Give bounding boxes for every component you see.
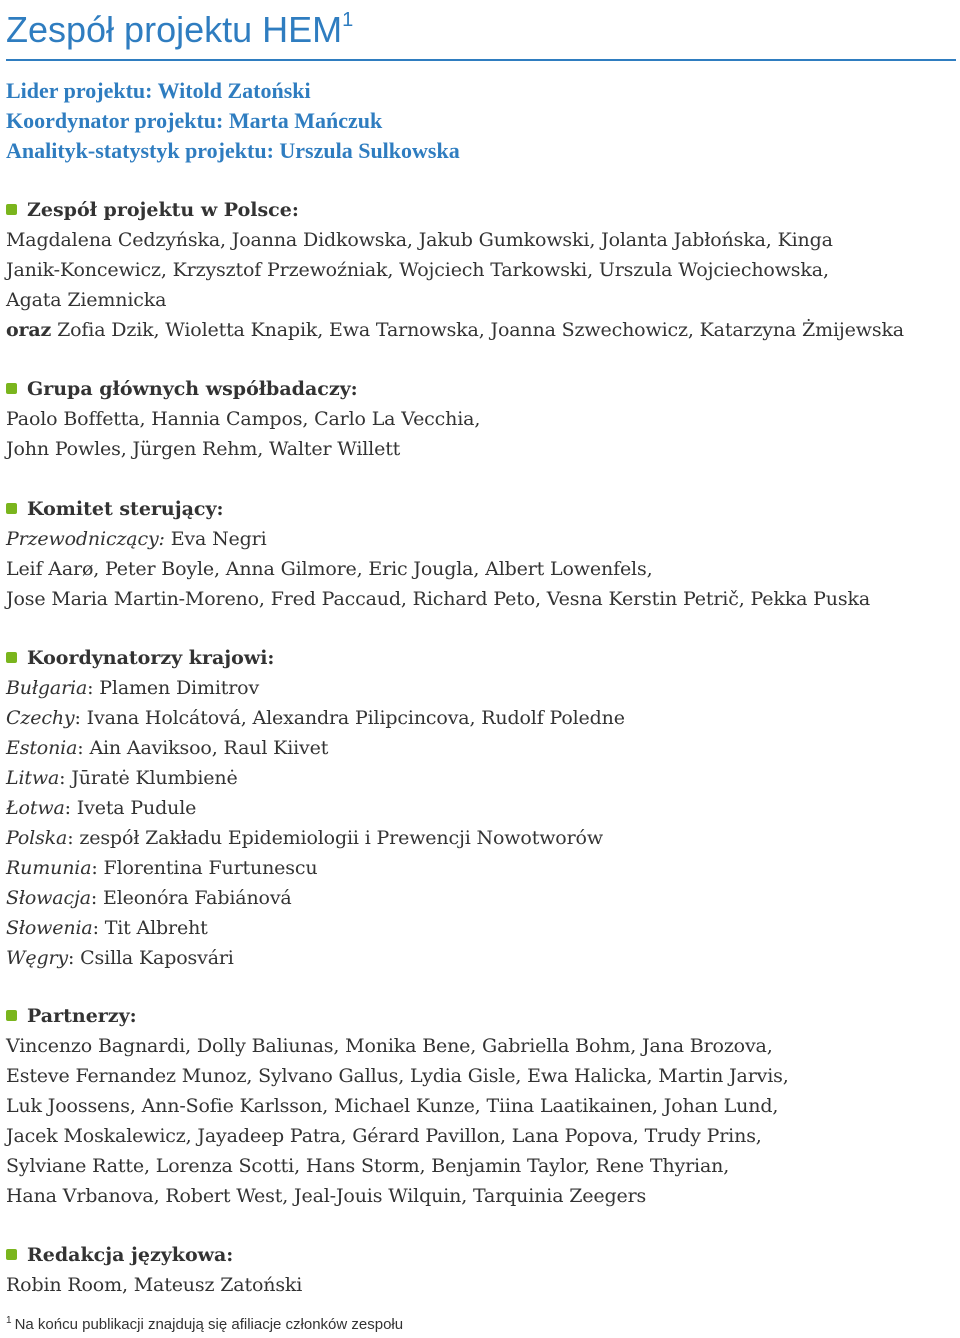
country-name: Węgry — [6, 947, 69, 969]
footnote-mark: 1 — [6, 1315, 12, 1326]
section-heading-text: Koordynatorzy krajowi: — [27, 647, 275, 669]
text-line: Leif Aarø, Peter Boyle, Anna Gilmore, Eric Jougla, Albert Lowenfels, — [6, 558, 653, 580]
text-line: Robin Room, Mateusz Zatoński — [6, 1274, 303, 1296]
country-name: Litwa — [6, 767, 60, 789]
bullet-icon — [6, 652, 17, 663]
section-heading — [6, 1240, 302, 1270]
text-line: John Powles, Jürgen Rehm, Walter Willett — [6, 438, 401, 460]
also-label: oraz — [6, 319, 52, 341]
text-line: Sylviane Ratte, Lorenza Scotti, Hans Storm, Benjamin Taylor, Rene Thyrian, — [6, 1155, 730, 1177]
coordinator-names: : Florentina Furtunescu — [91, 857, 318, 879]
coordinator-names: : zespół Zakładu Epidemiologii i Prewencji Nowotworów — [67, 827, 603, 849]
leader-line: Lider projektu: Witold Zatoński — [6, 78, 311, 103]
section-heading — [6, 374, 480, 404]
country-name: Bułgaria — [6, 677, 88, 699]
country-line — [6, 703, 625, 733]
text-line: Janik-Koncewicz, Krzysztof Przewoźniak, Wojciech Tarkowski, Urszula Wojciechowska, — [6, 259, 829, 281]
coordinator-line: Koordynator projektu: Marta Mańczuk — [6, 108, 383, 133]
section-heading-text: Redakcja językowa: — [27, 1244, 234, 1266]
section-language-editing — [6, 1240, 302, 1300]
text-line: Luk Joossens, Ann-Sofie Karlsson, Michael Kunze, Tiina Laatikainen, Johan Lund, — [6, 1095, 779, 1117]
country-name: Słowacja — [6, 887, 91, 909]
country-name: Estonia — [6, 737, 78, 759]
bullet-icon — [6, 383, 17, 394]
title-divider — [6, 59, 956, 61]
page-title — [6, 0, 353, 50]
text-line — [6, 315, 904, 345]
text-line: Jacek Moskalewicz, Jayadeep Patra, Gérard Pavillon, Lana Popova, Trudy Prins, — [6, 1125, 762, 1147]
country-name: Łotwa — [6, 797, 65, 819]
bullet-icon — [6, 1010, 17, 1021]
chair-label: Przewodniczący: — [6, 528, 165, 550]
country-name: Rumunia — [6, 857, 92, 879]
text-line: Paolo Boffetta, Hannia Campos, Carlo La Vecchia, — [6, 408, 481, 430]
text-line: Vincenzo Bagnardi, Dolly Baliunas, Monika Bene, Gabriella Bohm, Jana Brozova, — [6, 1035, 773, 1057]
footnote-ref: 1 — [342, 9, 354, 31]
text-line: Esteve Fernandez Munoz, Sylvano Gallus, Lydia Gisle, Ewa Halicka, Martin Jarvis, — [6, 1065, 789, 1087]
section-poland-team — [6, 195, 904, 345]
country-line — [6, 913, 625, 943]
footnote — [6, 1308, 403, 1338]
bullet-icon — [6, 503, 17, 514]
section-heading-text: Partnerzy: — [27, 1005, 137, 1027]
section-heading-text: Zespół projektu w Polsce: — [27, 199, 299, 221]
country-line — [6, 823, 625, 853]
project-leaders — [6, 76, 460, 166]
bullet-icon — [6, 1249, 17, 1260]
section-heading — [6, 195, 904, 225]
coordinator-names: : Jūratė Klumbienė — [59, 767, 238, 789]
coordinator-names: : Plamen Dimitrov — [87, 677, 260, 699]
section-co-investigators — [6, 374, 480, 464]
section-heading-text: Grupa głównych współbadaczy: — [27, 378, 358, 400]
country-line — [6, 793, 625, 823]
country-name: Polska — [6, 827, 68, 849]
coordinator-names: : Csilla Kaposvári — [68, 947, 234, 969]
chair-name: Eva Negri — [170, 528, 267, 550]
country-line — [6, 883, 625, 913]
section-partners — [6, 1001, 789, 1211]
country-line — [6, 763, 625, 793]
text-line: Jose Maria Martin-Moreno, Fred Paccaud, Richard Peto, Vesna Kerstin Petrič, Pekka Puska — [6, 588, 871, 610]
country-name: Czechy — [6, 707, 75, 729]
section-national-coordinators — [6, 643, 625, 973]
country-line — [6, 673, 625, 703]
section-heading — [6, 494, 870, 524]
text-line: Agata Ziemnicka — [6, 289, 167, 311]
chair-line — [6, 524, 870, 554]
section-heading — [6, 1001, 789, 1031]
country-line — [6, 853, 625, 883]
country-line — [6, 943, 625, 973]
text-line: Magdalena Cedzyńska, Joanna Didkowska, Jakub Gumkowski, Jolanta Jabłońska, Kinga — [6, 229, 833, 251]
text-line: Hana Vrbanova, Robert West, Jeal-Jouis Wilquin, Tarquinia Zeegers — [6, 1185, 647, 1207]
coordinator-names: : Ain Aaviksoo, Raul Kiivet — [77, 737, 329, 759]
section-steering-committee — [6, 494, 870, 614]
section-heading — [6, 643, 625, 673]
coordinator-names: : Iveta Pudule — [64, 797, 197, 819]
footnote-text: Na końcu publikacji znajdują się afiliacje członków zespołu — [14, 1316, 404, 1333]
page-title-text: Zespół projektu HEM — [6, 9, 343, 50]
bullet-icon — [6, 204, 17, 215]
country-line — [6, 733, 625, 763]
coordinator-names: : Tit Albreht — [92, 917, 208, 939]
section-heading-text: Komitet sterujący: — [27, 498, 224, 520]
country-name: Słowenia — [6, 917, 93, 939]
coordinator-names: : Eleonóra Fabiánová — [90, 887, 292, 909]
coordinator-names: : Ivana Holcátová, Alexandra Pilipcincova, Rudolf Poledne — [74, 707, 625, 729]
analyst-line: Analityk-statystyk projektu: Urszula Sulkowska — [6, 138, 460, 163]
also-names: Zofia Dzik, Wioletta Knapik, Ewa Tarnowska, Joanna Szwechowicz, Katarzyna Żmijewska — [57, 319, 904, 341]
